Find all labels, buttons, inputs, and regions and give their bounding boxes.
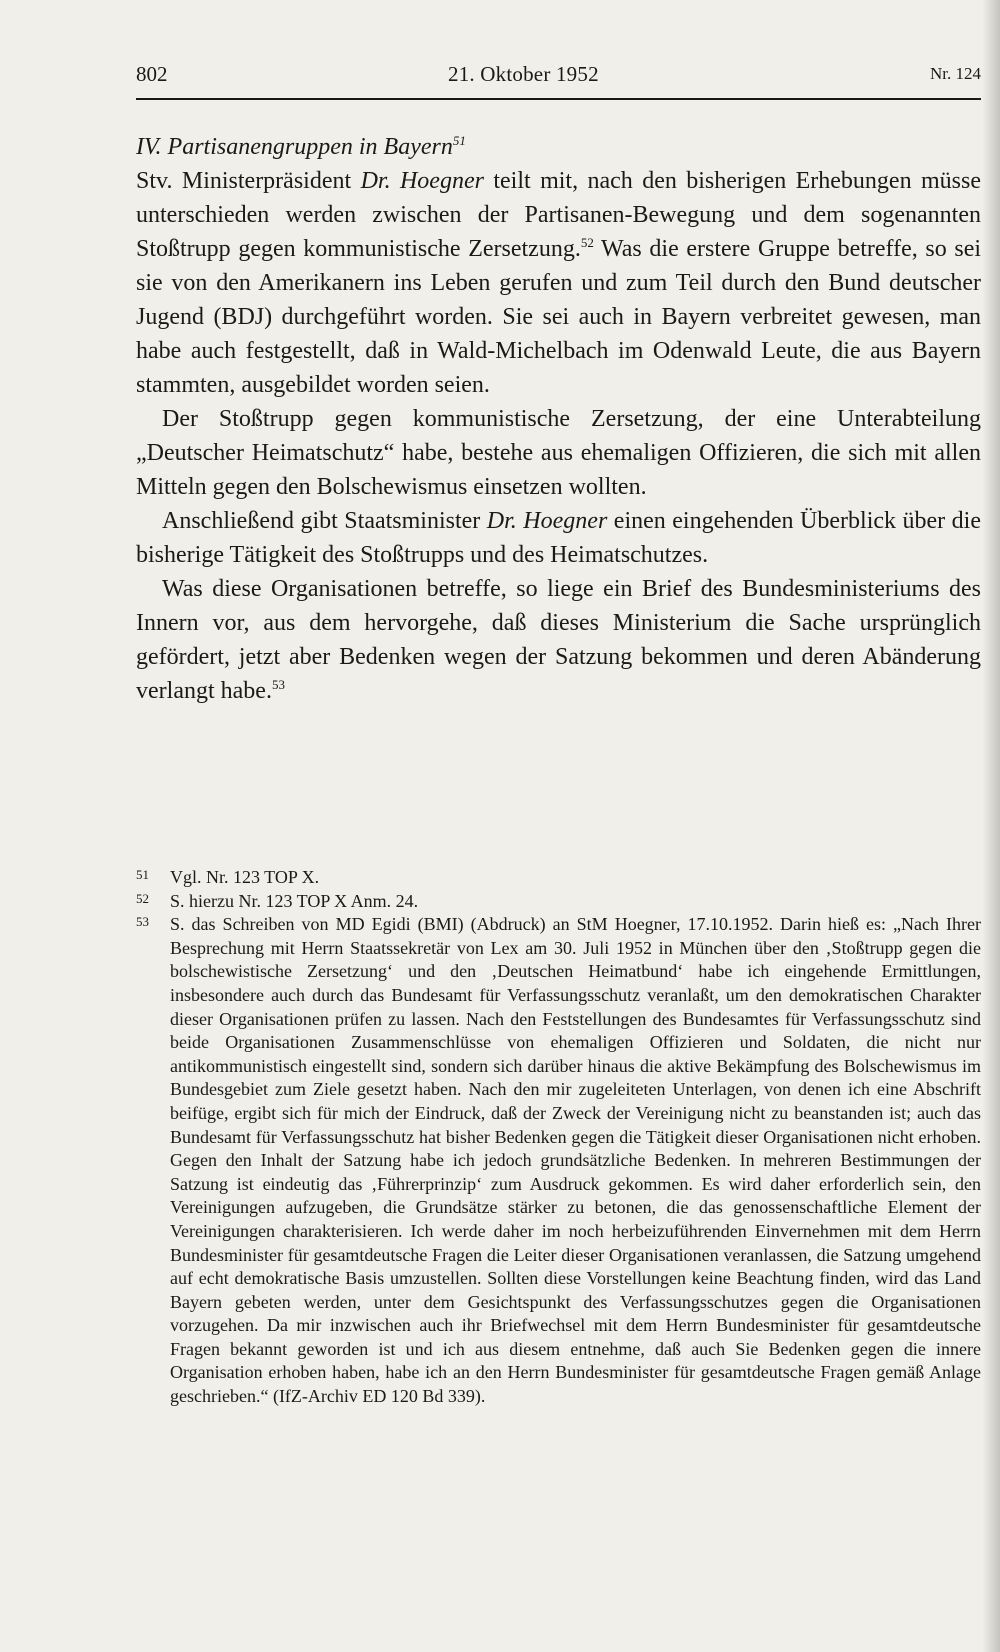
footnote-ref: 51 (452, 133, 466, 148)
footnote (136, 913, 981, 1408)
footnote (136, 866, 981, 890)
paragraph-text: Der Stoßtrupp gegen kommunistische Zersetzung, der eine Unterabteilung „Deutscher Heimatschutz“ habe, bestehe aus ehemaligen Offizieren, die sich mit allen Mitteln gegen den Bolschewismus einsetzen wollten. (136, 406, 981, 500)
footnote-number: 52 (136, 890, 149, 906)
footnote-number: 53 (136, 914, 149, 930)
paragraph-text: Stv. Ministerpräsident (136, 168, 361, 194)
page-number: 802 (136, 62, 168, 86)
person-name: Dr. Hoegner (360, 168, 484, 194)
footnote-ref: 52 (580, 235, 594, 250)
footnote-text: S. das Schreiben von MD Egidi (BMI) (Abdruck) an StM Hoegner, 17.10.1952. Darin hieß es: „Nach Ihrer Besprechung mit Herrn Staatssekretär von Lex am 30. Juli 1952 in München über den ‚Stoßtrupp gegen die bolschewistische Zersetzung‘ und den ‚Deutschen Heimatbund‘ habe ich eingehende Ermittlungen, insbesondere auch durch das Bundesamt für Verfassungsschutz veranlaßt, um den demokratischen Charakter dieser Organisationen prüfen zu lassen. Nach den Feststellungen des Bundesamtes für Verfassungsschutz sind beide Organisationen Zusammenschlüsse von ehemaligen Offizieren und Soldaten, die nicht nur antikommunistisch eingestellt sind, sondern sich darüber hinaus die aktive Bekämpfung des Bolschewismus im Bundesgebiet zum Ziele gesetzt haben. Nach den mir zugeleiteten Unterlagen, von denen ich eine Abschrift beifüge, ergibt sich für mich der Eindruck, daß der Zweck der Vereinigung nicht zu beanstanden ist; auch das Bundesamt für Verfassungsschutz hat bisher Bedenken gegen die Tätigkeit dieser Organisationen nicht erhoben. Gegen den Inhalt der Satzung habe ich jedoch grundsätzliche Bedenken. In mehreren Bestimmungen der Satzung ist eindeutig das ‚Führerprinzip‘ zum Ausdruck gekommen. Es wird daher erforderlich sein, den Vereinigungen aufzugeben, die Grundsätze stärker zu betonen, die das genossenschaftliche Element der Vereinigungen charakterisieren. Ich werde daher im noch herbeizuführenden Einvernehmen mit dem Herrn Bundesminister für gesamtdeutsche Fragen die Leiter dieser Organisationen veranlassen, die Satzung umgehend auf echt demokratische Basis umzustellen. Sollten diese Vorstellungen keine Beachtung finden, wird das Land Bayern gebeten werden, unter dem Gesichtspunkt des Verfassungsschutzes gegen die Organisationen vorzugehen. Da mir inzwischen auch ihr Briefwechsel mit dem Herrn Bundesminister für gesamtdeutsche Fragen bekannt geworden ist und ich aus diesem entnehme, daß auch Sie Bedenken gegen die innere Organisation erhoben haben, habe ich an den Herrn Bundesminister für gesamtdeutsche Fragen gemäß Anlage geschrieben.“ (IfZ-Archiv ED 120 Bd 339). (170, 914, 981, 1407)
person-name: Dr. Hoegner (486, 508, 608, 534)
main-text (136, 130, 981, 708)
header-date: 21. Oktober 1952 (448, 62, 599, 86)
document-number: Nr. 124 (930, 64, 981, 83)
section-title-text: IV. Partisanengruppen in Bayern (136, 134, 453, 160)
footnote-number: 51 (136, 867, 149, 882)
page-header (136, 62, 981, 94)
paragraph-text: Anschließend gibt Staatsminister (162, 508, 487, 534)
paragraph (136, 402, 981, 504)
footnotes (136, 866, 981, 1409)
paragraph-text: Was diese Organisationen betreffe, so liege ein Brief des Bundesministeriums des Innern vor, aus dem hervorgehe, daß dieses Ministerium die Sache ursprünglich gefördert, jetzt aber Bedenken wegen der Satzung bekommen und deren Abänderung verlangt habe. (136, 576, 981, 704)
header-rule (136, 98, 981, 100)
paragraph (136, 164, 981, 402)
paragraph-text: Was die erstere Gruppe betreffe, so sei sie von den Amerikanern ins Leben gerufen und zum Teil durch den Bund deutscher Jugend (BDJ) durchgeführt worden. Sie sei auch in Bayern verbreitet gewesen, man habe auch festgestellt, daß in Wald-Michelbach im Odenwald Leute, die aus Bayern stammten, ausgebildet worden seien. (136, 236, 982, 398)
paragraph-text: teilt mit, nach den bisherigen Erhebungen müsse unterschieden werden zwischen der Partisanen-Bewegung und dem sogenannten Stoßtrupp gegen kommunistische Zersetzung. (136, 168, 981, 262)
paragraph (136, 504, 981, 572)
paragraph (136, 572, 981, 708)
footnote (136, 890, 981, 914)
section-heading (136, 130, 981, 164)
footnote-text: Vgl. Nr. 123 TOP X. (170, 867, 320, 887)
footnote-ref: 53 (271, 677, 285, 692)
footnote-text: S. hierzu Nr. 123 TOP X Anm. 24. (170, 890, 419, 911)
page-edge-shadow (982, 0, 1000, 1652)
paragraph-text: einen eingehenden Überblick über die bisherige Tätigkeit des Stoßtrupps und des Heimatschutzes. (136, 508, 981, 568)
